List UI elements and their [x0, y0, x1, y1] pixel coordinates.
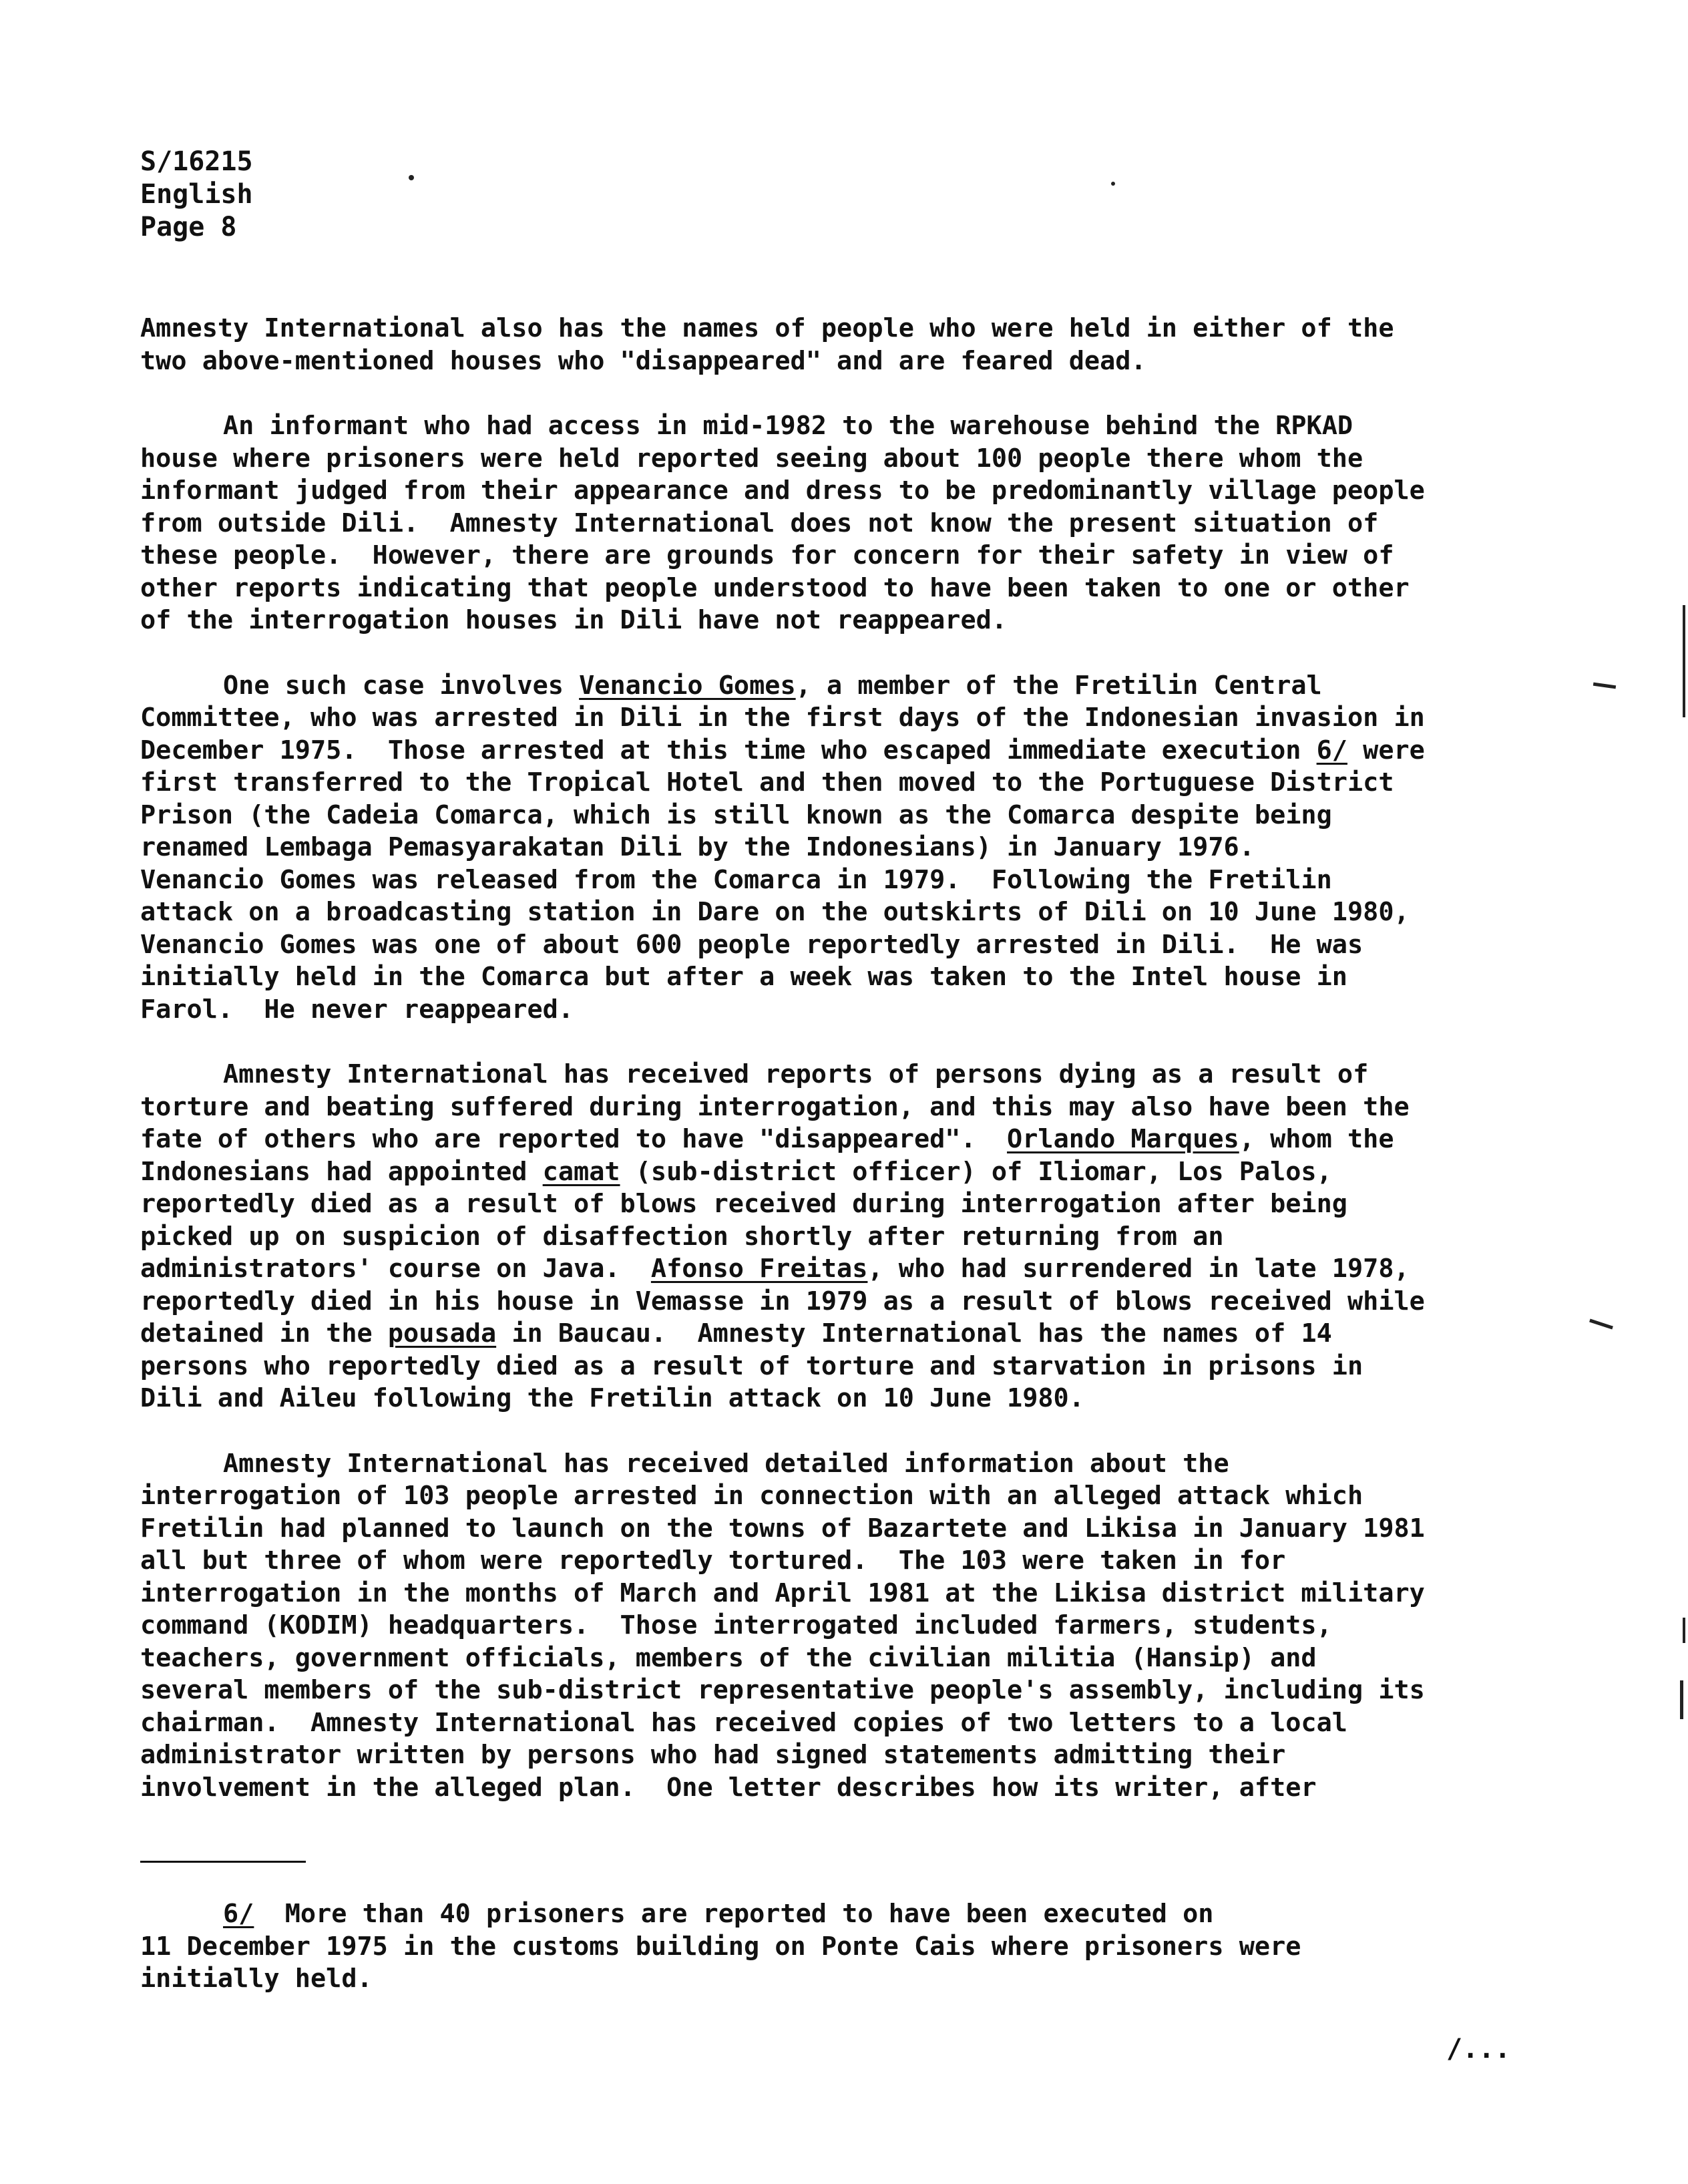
document-symbol: S/16215 [140, 146, 253, 177]
footnote-line: 11 December 1975 in the customs building on Ponte Cais where prisoners were [140, 1931, 1301, 1962]
footnote-separator [140, 1861, 306, 1863]
paragraph-line: December 1975. Those arrested at this time who escaped immediate execution 6/ were [140, 735, 1425, 765]
paragraph-1 [140, 313, 1529, 377]
paragraph-line: One such case involves Venancio Gomes, a member of the Fretilin Central [223, 670, 1322, 701]
paragraph-line: Amnesty International has received reports of persons dying as a result of [223, 1059, 1369, 1089]
paragraph-line: first transferred to the Tropical Hotel and then moved to the Portuguese District [140, 767, 1394, 797]
paragraph-3 [140, 670, 1529, 1027]
paragraph-line: persons who reportedly died as a result of torture and starvation in prisons in [140, 1350, 1363, 1381]
paragraph-line: all but three of whom were reportedly tortured. The 103 were taken in for [140, 1545, 1286, 1576]
footnote-line: 6/ More than 40 prisoners are reported to have been executed on [223, 1899, 1214, 1929]
document-language: English [140, 179, 253, 210]
paragraph-line: reportedly died as a result of blows received during interrogation after being [140, 1189, 1347, 1219]
footnote-reference: 6/ [223, 1899, 254, 1929]
paragraph-2 [140, 410, 1529, 637]
underlined-term: Venancio Gomes [579, 670, 796, 701]
paragraph-line: An informant who had access in mid-1982 to the warehouse behind the RPKAD [223, 411, 1353, 441]
margin-tick [1683, 1618, 1685, 1643]
paragraph-line: other reports indicating that people understood to have been taken to one or other [140, 572, 1410, 603]
paragraph-line: Fretilin had planned to launch on the towns of Bazartete and Likisa in January 1981 [140, 1513, 1425, 1543]
paragraph-line: chairman. Amnesty International has received copies of two letters to a local [140, 1707, 1347, 1738]
paragraph-line: picked up on suspicion of disaffection shortly after returning from an [140, 1221, 1224, 1252]
paragraph-line: Venancio Gomes was one of about 600 people reportedly arrested in Dili. He was [140, 929, 1363, 960]
paragraph-line: Prison (the Cadeia Comarca, which is still known as the Comarca despite being [140, 799, 1332, 830]
margin-dash [1589, 1319, 1613, 1330]
paragraph-5 [140, 1448, 1529, 1805]
scan-speck [409, 175, 414, 180]
underlined-term: camat [542, 1156, 620, 1187]
paragraph-line: teachers, government officials, members of the civilian militia (Hansip) and [140, 1642, 1317, 1673]
body-text [140, 313, 1529, 1837]
page-number: Page 8 [140, 212, 237, 242]
scan-speck [1111, 182, 1115, 186]
paragraph-line: Indonesians had appointed camat (sub-district officer) of Iliomar, Los Palos, [140, 1156, 1332, 1187]
paragraph-line: renamed Lembaga Pemasyarakatan Dili by the Indonesians) in January 1976. [140, 832, 1255, 862]
paragraph-line: Committee, who was arrested in Dili in the first days of the Indonesian invasion in [140, 703, 1425, 733]
paragraph-line: fate of others who are reported to have "disappeared". Orlando Marques, whom the [140, 1124, 1394, 1154]
paragraph-line: several members of the sub-district representative people's assembly, including its [140, 1675, 1425, 1705]
document-header [140, 146, 253, 244]
footnote-reference: 6/ [1316, 735, 1347, 765]
paragraph-line: initially held in the Comarca but after a week was taken to the Intel house in [140, 962, 1347, 992]
paragraph-line: administrator written by persons who had signed statements admitting their [140, 1740, 1286, 1770]
paragraph-line: attack on a broadcasting station in Dare on the outskirts of Dili on 10 June 1980, [140, 897, 1410, 927]
paragraph-line: Amnesty International also has the names of people who were held in either of the [140, 313, 1394, 343]
paragraph-line: command (KODIM) headquarters. Those interrogated included farmers, students, [140, 1610, 1332, 1640]
paragraph-line: administrators' course on Java. Afonso Freitas, who had surrendered in late 1978, [140, 1254, 1410, 1284]
margin-bar [1683, 605, 1685, 717]
paragraph-line: Dili and Aileu following the Fretilin attack on 10 June 1980. [140, 1383, 1084, 1413]
footnote [140, 1898, 1301, 1996]
paragraph-line: of the interrogation houses in Dili have not reappeared. [140, 605, 1008, 635]
underlined-term: pousada [387, 1318, 497, 1348]
footnote-line: initially held. [140, 1964, 373, 1994]
margin-dash [1593, 683, 1616, 689]
paragraph-4 [140, 1059, 1529, 1415]
paragraph-line: reportedly died in his house in Vemasse in 1979 as a result of blows received while [140, 1286, 1425, 1316]
underlined-term: Orlando Marques [1007, 1124, 1239, 1154]
paragraph-line: two above-mentioned houses who "disappeared" and are feared dead. [140, 345, 1146, 376]
paragraph-line: informant judged from their appearance and dress to be predominantly village people [140, 476, 1425, 506]
paragraph-line: interrogation of 103 people arrested in connection with an alleged attack which [140, 1481, 1363, 1511]
paragraph-line: torture and beating suffered during interrogation, and this may also have been the [140, 1091, 1410, 1122]
continuation-mark: /... [1446, 2034, 1511, 2064]
paragraph-line: these people. However, there are grounds for concern for their safety in view of [140, 540, 1394, 570]
paragraph-line: from outside Dili. Amnesty International does not know the present situation of [140, 508, 1379, 538]
paragraph-line: involvement in the alleged plan. One letter describes how its writer, after [140, 1772, 1317, 1803]
paragraph-line: Venancio Gomes was released from the Comarca in 1979. Following the Fretilin [140, 864, 1332, 895]
paragraph-line: Farol. He never reappeared. [140, 994, 574, 1025]
paragraph-line: Amnesty International has received detailed information about the [223, 1448, 1229, 1479]
paragraph-line: interrogation in the months of March and April 1981 at the Likisa district military [140, 1578, 1425, 1608]
paragraph-line: house where prisoners were held reported seeing about 100 people there whom the [140, 443, 1363, 474]
underlined-term: Afonso Freitas [650, 1254, 868, 1284]
margin-tick [1680, 1680, 1683, 1719]
paragraph-line: detained in the pousada in Baucau. Amnesty International has the names of 14 [140, 1318, 1332, 1348]
